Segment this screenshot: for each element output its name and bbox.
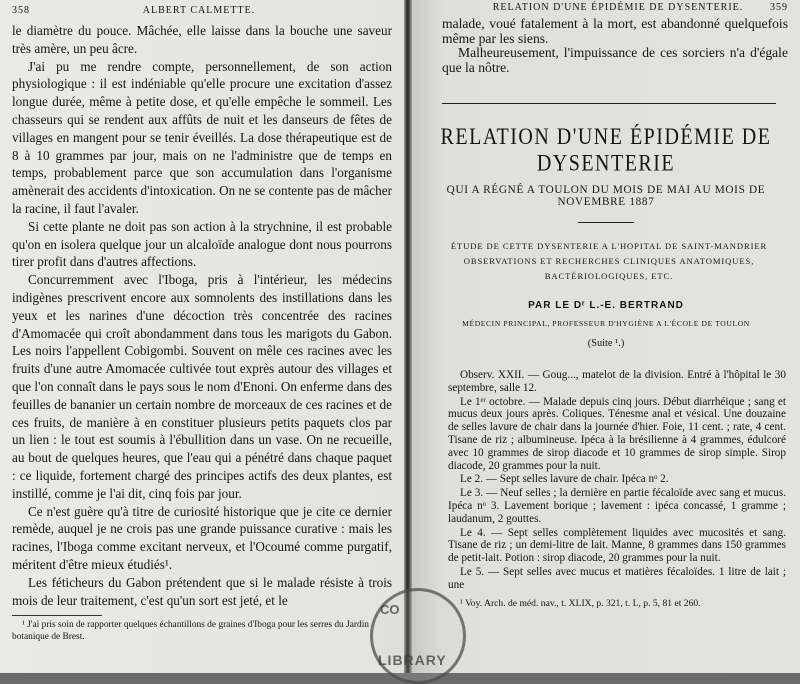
left-page-number: 358 — [12, 5, 30, 16]
observation-paragraph: Le 2. — Sept selles lavure de chair. Ipéca nᵒ 2. — [460, 473, 669, 486]
article-subtitle: QUI A RÉGNÉ A TOULON DU MOIS DE MAI AU MOIS DE NOVEMBRE 1887 — [446, 184, 766, 208]
right-footnote: ¹ Voy. Arch. de méd. nav., t. XLIX, p. 321, t. L, p. 5, 81 et 260. — [460, 597, 701, 609]
left-running-head: ALBERT CALMETTE. — [142, 5, 256, 16]
article-author: PAR LE Dʳ L.-E. BERTRAND — [528, 300, 684, 311]
right-page-number: 359 — [770, 2, 788, 13]
right-paragraph: Malheureusement, l'impuissance de ces sorciers n'a d'égale que la nôtre. — [442, 45, 788, 75]
left-paragraph: Si cette plante ne doit pas son action à la strychnine, il est probable qu'on en isolera quelque jour un alcaloïde analogue dont nous pourrons tirer profit dans d'autres affections. — [12, 218, 392, 270]
left-paragraph: Concurremment avec l'Iboga, pris à l'intérieur, les médecins indigènes prescrivent encore aux somnolents des instillations dans les yeux et les narines d'une décoction très concentrée des racines d'Amomacée qui croît abondamment dans tous les marigots du Gabon. Les noirs l'appellent Cobigombi. Souvent on mêle ces racines avec les fruits d'une autre Amomacée cultivée tout exprès autour des villages et que l'on connaît dans le pays sous le nom d'Enoni. On enferme dans des feuilles de bananier un certain nombre de morceaux de ces racines et de ces fruits, de manière à en constituer plusieurs petits paquets clos par un lien : le tout est soumis à l'ébullition dans un vase. On ne recueille, au bout de quelques heures, que l'eau qui a pénétré dans chaque paquet : ce liquide, fortement chargé des principes actifs des deux plantes, est instillé, comme je l'ai dit, cinq fois par jour. — [12, 272, 392, 501]
left-paragraph: le diamètre du pouce. Mâchée, elle laisse dans la bouche une saveur très amère, un peu âcre. — [12, 23, 392, 56]
observation-paragraph: Le 4. — Sept selles complètement liquides avec mucosités et sang. Tisane de riz ; un demi-litre de lait. Manne, 8 grammes dans 150 grammes de petit-lait. Potion : sirop diacode, 20 grammes pour la nuit. — [448, 526, 786, 565]
observations — [448, 369, 786, 592]
left-body-text — [12, 22, 392, 609]
article-description: ÉTUDE DE CETTE DYSENTERIE A L'HOPITAL DE SAINT-MANDRIER OBSERVATIONS ET RECHERCHES CLINIQUES ANATOMIQUES, BACTÉRIOLOGIQUES, ETC. — [450, 241, 768, 281]
left-paragraph: Ce n'est guère qu'à titre de curiosité historique que je cite ce dernier remède, auquel je ne crois pas une grande puissance curative : mais les racines, l'Iboga comme excitant nerveux, et l'Ocoumé comme purgatif, méritent d'être mieux étudiés¹. — [12, 503, 392, 572]
article-title: RELATION D'UNE ÉPIDÉMIE DE DYSENTERIE — [440, 124, 772, 177]
observation-paragraph: Observ. XXII. — Goug..., matelot de la division. Entré à l'hôpital le 30 septembre, salle 12. — [448, 369, 786, 394]
right-page — [412, 0, 800, 673]
left-page — [0, 0, 404, 673]
observation-paragraph: Le 3. — Neuf selles ; la dernière en partie fécaloïde avec sang et mucus. Ipéca nᵒ 3. Lavement borique ; lavement : ipéca concassé, 1 gramme ; laudanum, 2 gouttes. — [448, 487, 786, 525]
right-top-text — [442, 17, 788, 75]
stamp-text-top: CO — [380, 602, 400, 617]
left-footnote: ¹ J'ai pris soin de rapporter quelques échantillons de graines d'Iboga pour les serres du Jardin botanique de Brest. — [12, 620, 369, 642]
observation-paragraph: Le 1ᵉʳ octobre. — Malade depuis cinq jours. Début diarrhéique ; sang et mucus deux jours après. Coliques. Ténesme anal et vésical. Une douzaine de selles lavure de chair dans la journée d'hier. Foie, 11 cent. ; rate, 4 cent. Tisane de riz ; albumineuse. Ipéca à la brésilienne à 4 grammes, édulcoré avec 10 grammes de sirop diacode et 10 grammes de sirop simple. Sirop diacode, 20 grammes pour la nuit. — [448, 395, 786, 472]
title-rule — [578, 222, 634, 223]
right-running-head: RELATION D'UNE ÉPIDÉMIE DE DYSENTERIE. — [492, 2, 744, 13]
right-page-header — [442, 2, 788, 13]
book-gutter — [404, 0, 412, 673]
section-separator — [442, 103, 776, 104]
author-title: MÉDECIN PRINCIPAL, PROFESSEUR D'HYGIÈNE A L'ÉCOLE DE TOULON — [462, 319, 750, 328]
left-paragraph: Les féticheurs du Gabon prétendent que si le malade résiste à trois mois de leur traitement, c'est qu'un sort est jeté, et le — [12, 574, 392, 608]
suite-note: (Suite ¹.) — [587, 338, 625, 349]
stamp-text-bottom: LIBRARY — [378, 652, 447, 668]
left-page-header — [12, 5, 392, 16]
footnote-rule — [12, 615, 102, 616]
left-paragraph: J'ai pu me rendre compte, personnellement, de son action physiologique : il est indéniable qu'elle procure une excitation d'assez longue durée, même à petite dose, et qu'elle empêche le sommeil. Les chasseurs qui se rendent aux affûts de nuit et les danseurs de fêtes de villages en mangent pour se tenir éveillés. La dose thérapeutique est de 8 à 10 grammes par jour, mais on ne l'administre que de temps en temps, probablement parce que son accumulation dans l'organisme amènerait des accidents d'intoxication. On ne se contente pas de mâcher la racine, il faut l'avaler. — [12, 58, 392, 216]
right-paragraph: malade, voué fatalement à la mort, est abandonné quelquefois même par les siens. — [442, 16, 788, 46]
observation-paragraph: Le 5. — Sept selles avec mucus et matières fécaloïdes. 1 litre de lait ; une — [448, 565, 786, 591]
